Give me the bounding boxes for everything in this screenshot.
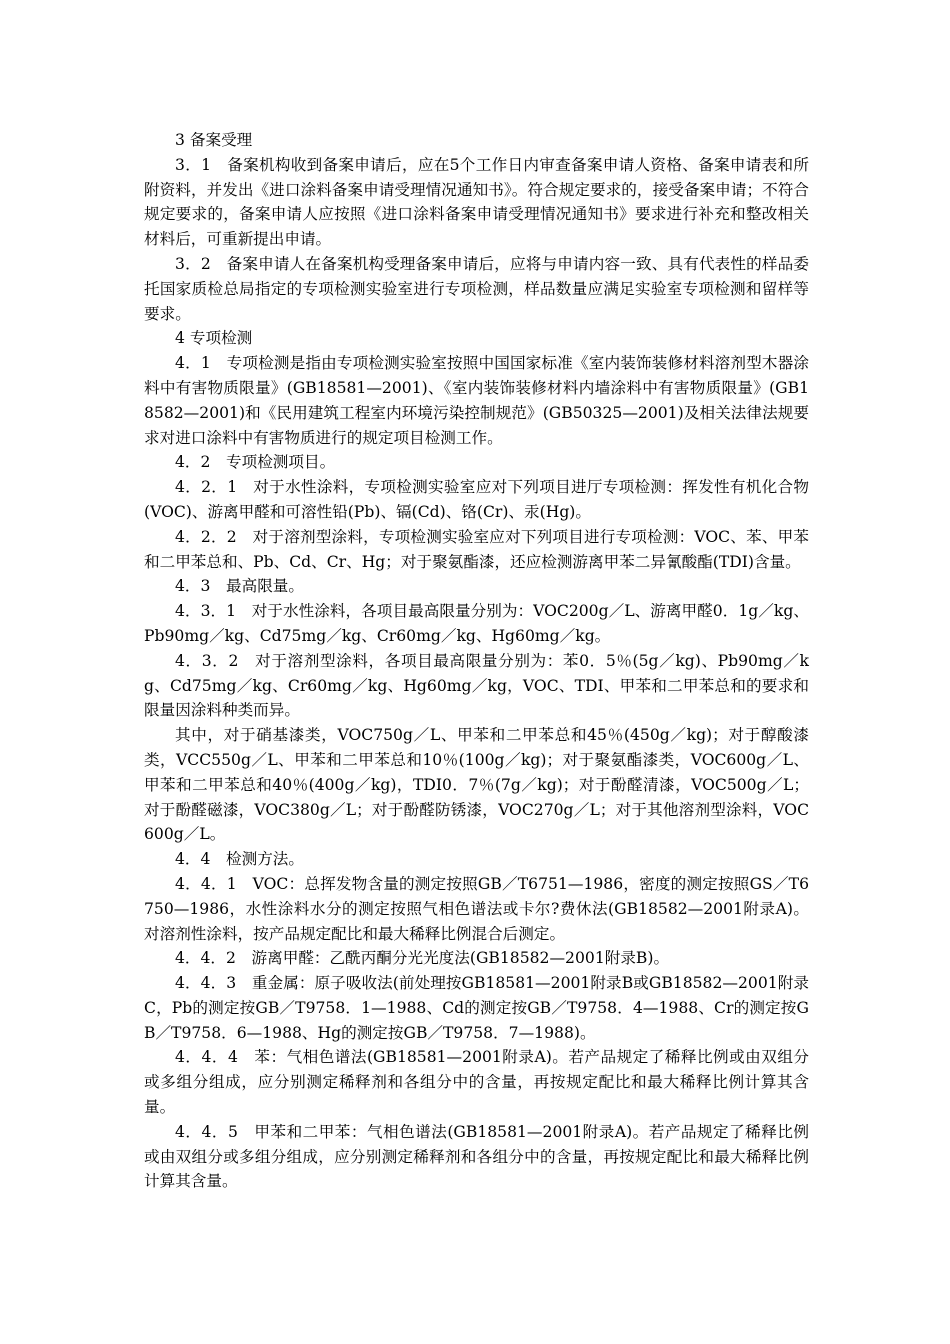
- heading-section-3: 3 备案受理: [175, 131, 253, 149]
- document-page: [144, 128, 809, 1194]
- paragraph-4-2-2: 4．2．2 对于溶剂型涂料，专项检测实验室应对下列项目进行专项检测：VOC、苯、甲苯和二甲苯总和、Pb、Cd、Cr、Hg；对于聚氨酯漆，还应检测游离甲苯二异氰酸酯(TDI)含量。: [144, 527, 809, 571]
- paragraph-4-3-2-detail: 其中，对于硝基漆类，VOC750g／L、甲苯和二甲苯总和45％(450g／kg)；对于醇酸漆类，VCC550g／L、甲苯和二甲苯总和10％(100g／kg)；对于聚氨酯漆类，VOC600g／L、甲苯和二甲苯总和40％(400g／kg)，TDI0．7％(7g／kg)；对于酚醛清漆，VOC500g／L；对于酚醛磁漆，VOC380g／L；对于酚醛防锈漆，VOC270g／L；对于其他溶剂型涂料，VOC600g／L。: [144, 726, 809, 844]
- paragraph-3-2: 3．2 备案申请人在备案机构受理备案申请后，应将与申请内容一致、具有代表性的样品委托国家质检总局指定的专项检测实验室进行专项检测，样品数量应满足实验室专项检测和留样等要求。: [144, 254, 809, 323]
- paragraph-4-3-2: 4．3．2 对于溶剂型涂料，各项目最高限量分别为：苯0．5％(5g／kg)、Pb90mg／kg、Cd75mg／kg、Cr60mg／kg、Hg60mg／kg，VOC、TDI、甲苯和二甲苯总和的要求和限量因涂料种类而异。: [144, 651, 809, 720]
- paragraph-4-4-1: 4．4．1 VOC：总挥发物含量的测定按照GB／T6751—1986，密度的测定按照GS／T6750—1986，水性涂料水分的测定按照气相色谱法或卡尔?费休法(GB18582—2001附录A)。对溶剂性涂料，按产品规定配比和最大稀释比例混合后测定。: [144, 874, 809, 943]
- paragraph-4-3-1: 4．3．1 对于水性涂料，各项目最高限量分别为：VOC200g／L、游离甲醛0．1g／kg、Pb90mg／kg、Cd75mg／kg、Cr60mg／kg、Hg60mg／kg。: [144, 602, 809, 645]
- paragraph-4-3: 4．3 最高限量。: [175, 577, 304, 596]
- paragraph-4-4: 4．4 检测方法。: [175, 850, 304, 869]
- paragraph-4-4-5: 4．4．5 甲苯和二甲苯：气相色谱法(GB18581—2001附录A)。若产品规定了稀释比例或由双组分或多组分组成，应分别测定稀释剂和各组分中的含量，再按规定配比和最大稀释比例计算其含量。: [144, 1122, 809, 1191]
- paragraph-3-1: 3．1 备案机构收到备案申请后，应在5个工作日内审查备案申请人资格、备案申请表和所附资料，并发出《进口涂料备案申请受理情况通知书》。符合规定要求的，接受备案申请；不符合规定要求的，备案申请人应按照《进口涂料备案申请受理情况通知书》要求进行补充和整改相关材料后，可重新提出申请。: [144, 155, 809, 249]
- paragraph-4-4-2: 4．4．2 游离甲醛：乙酰丙酮分光光度法(GB18582—2001附录B)。: [175, 949, 670, 968]
- paragraph-4-2-1: 4．2．1 对于水性涂料，专项检测实验室应对下列项目进厅专项检测：挥发性有机化合物(VOC)、游离甲醛和可溶性铅(Pb)、镉(Cd)、铬(Cr)、汞(Hg)。: [144, 478, 809, 521]
- paragraph-4-1: 4．1 专项检测是指由专项检测实验室按照中国国家标准《室内装饰装修材料溶剂型木器涂料中有害物质限量》(GB18581—2001)、《室内装饰装修材料内墙涂料中有害物质限量》(GB18582—2001)和《民用建筑工程室内环境污染控制规范》(GB50325—2001)及相关法律法规要求对进口涂料中有害物质进行的规定项目检测工作。: [144, 354, 809, 447]
- paragraph-4-2: 4．2 专项检测项目。: [175, 453, 336, 472]
- heading-section-4: 4 专项检测: [175, 329, 253, 348]
- paragraph-4-4-3: 4．4．3 重金属：原子吸收法(前处理按GB18581—2001附录B或GB18582—2001附录C，Pb的测定按GB／T9758．1—1988、Cd的测定按GB／T9758．4—1988、Cr的测定按GB／T9758．6—1988、Hg的测定按GB／T9758．7—1988)。: [144, 974, 809, 1042]
- paragraph-4-4-4: 4．4．4 苯：气相色谱法(GB18581—2001附录A)。若产品规定了稀释比例或由双组分或多组分组成，应分别测定稀释剂和各组分中的含量，再按规定配比和最大稀释比例计算其含量。: [144, 1048, 809, 1117]
